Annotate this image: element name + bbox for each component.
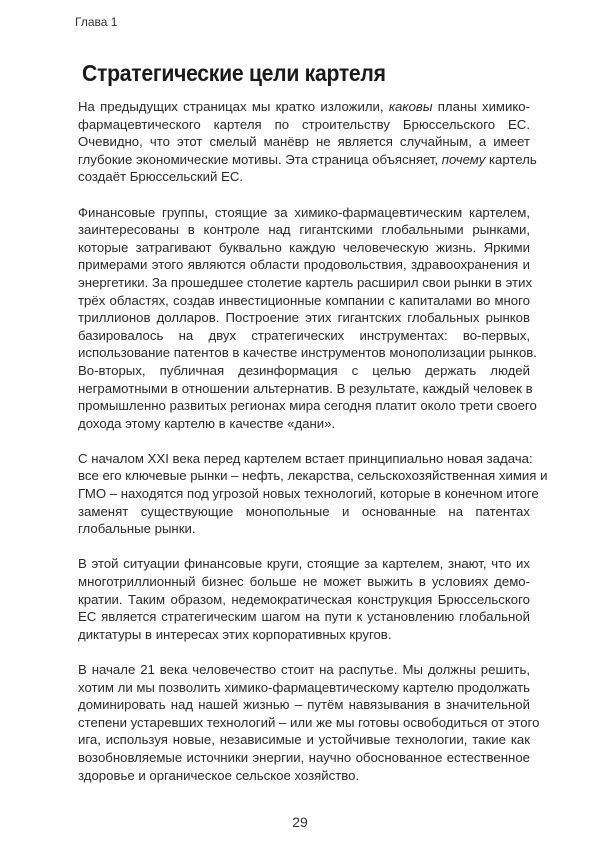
text-line: неграмотными в отношении альтернатив. В результате, каждый человек в — [78, 380, 533, 396]
text-line: трёх областях, создав инвестиционные компании с капиталами во много — [78, 292, 530, 308]
text-line: фармацевтического картеля по строительству Брюссельского ЕС. — [78, 116, 530, 132]
text-line: промышленно развитых регионах мира сегодня платит около трети своего — [78, 398, 537, 414]
text-line: базировалось на двух стратегических инструментах: во-первых, — [78, 327, 530, 343]
text-line: глобальные рынки. — [78, 521, 196, 537]
text-line: дохода этому картелю в качестве «дани». — [78, 415, 336, 431]
text-line: Финансовые группы, стоящие за химико-фармацевтическим картелем, — [78, 204, 530, 220]
text-line: создаёт Брюссельский ЕС. — [78, 169, 244, 185]
text-line: энергетики. За прошедшее столетие картель расширил свои рынки в этих — [78, 274, 533, 290]
text-line: триллионов долларов. Построение этих гигантских глобальных рынков — [78, 310, 530, 326]
text-line: примерами этого являются области продовольствия, здравоохранения и — [78, 257, 530, 273]
text-line: возобновляемые источники энергии, научно обоснованное естественное — [78, 749, 530, 765]
text-line: здоровье и органическое сельское хозяйство. — [78, 767, 360, 783]
text-line: Во-вторых, публичная дезинформация с целью держать людей — [78, 362, 530, 378]
text-line: многотриллионный бизнес больше не может выжить в условиях демо- — [78, 574, 530, 590]
text-line: В начале 21 века человечество стоит на распутье. Мы должны решить, — [78, 662, 530, 677]
text-line: доминировать над нашей жизнью – путём навязывания в значительной — [78, 697, 530, 713]
body-text — [78, 98, 548, 802]
text-line: все его ключевые рынки – нефть, лекарства, сельскохозяйственная химия и — [78, 468, 548, 484]
text-line: С началом XXI века перед картелем встает принципиально новая задача: — [78, 450, 533, 466]
paragraph — [78, 204, 537, 433]
paragraph — [78, 450, 548, 538]
paragraph — [78, 98, 537, 186]
text-line: Очевидно, что этот смелый манёвр не является случайным, а имеет — [78, 134, 530, 150]
text-line: ига, используя новые, независимые и устойчивые технологии, такие как — [78, 732, 530, 748]
text-line: заменят существующие монопольные и основанные на патентах — [78, 503, 530, 519]
chapter-header: Глава 1 — [75, 15, 118, 29]
paragraph — [78, 661, 540, 784]
text-line: кратии. Таким образом, недемократическая конструкция Брюссельского — [78, 591, 530, 607]
text-line: ЕС является стратегическим шагом на пути к установлению глобальной — [78, 609, 530, 625]
page-title: Стратегические цели картеля — [82, 60, 386, 86]
page-number: 29 — [292, 814, 308, 830]
text-line: заинтересованы в контроле над гигантскими глобальными рынками, — [78, 222, 530, 238]
text-line: использование патентов в качестве инструментов монополизации рынков. — [78, 345, 537, 361]
text-line: На предыдущих страницах мы кратко изложили, каковы планы химико- — [78, 99, 531, 114]
text-line: диктатуры в интересах этих корпоративных кругов. — [78, 626, 392, 642]
text-line: В этой ситуации финансовые круги, стоящие за картелем, знают, что их — [78, 556, 530, 572]
text-line: хотим ли мы позволить химико-фармацевтическому картелю продолжать — [78, 679, 531, 695]
text-line: глубокие экономические мотивы. Эта страница объясняет, почему картель — [78, 151, 537, 167]
text-line: степени устаревших технологий – или же мы готовы освободиться от этого — [78, 714, 540, 730]
paragraph — [78, 555, 530, 643]
text-line: которые затрагивают буквально каждую человеческую жизнь. Яркими — [78, 239, 530, 255]
text-line: ГМО – находятся под угрозой новых технологий, которые в конечном итоге — [78, 486, 539, 502]
